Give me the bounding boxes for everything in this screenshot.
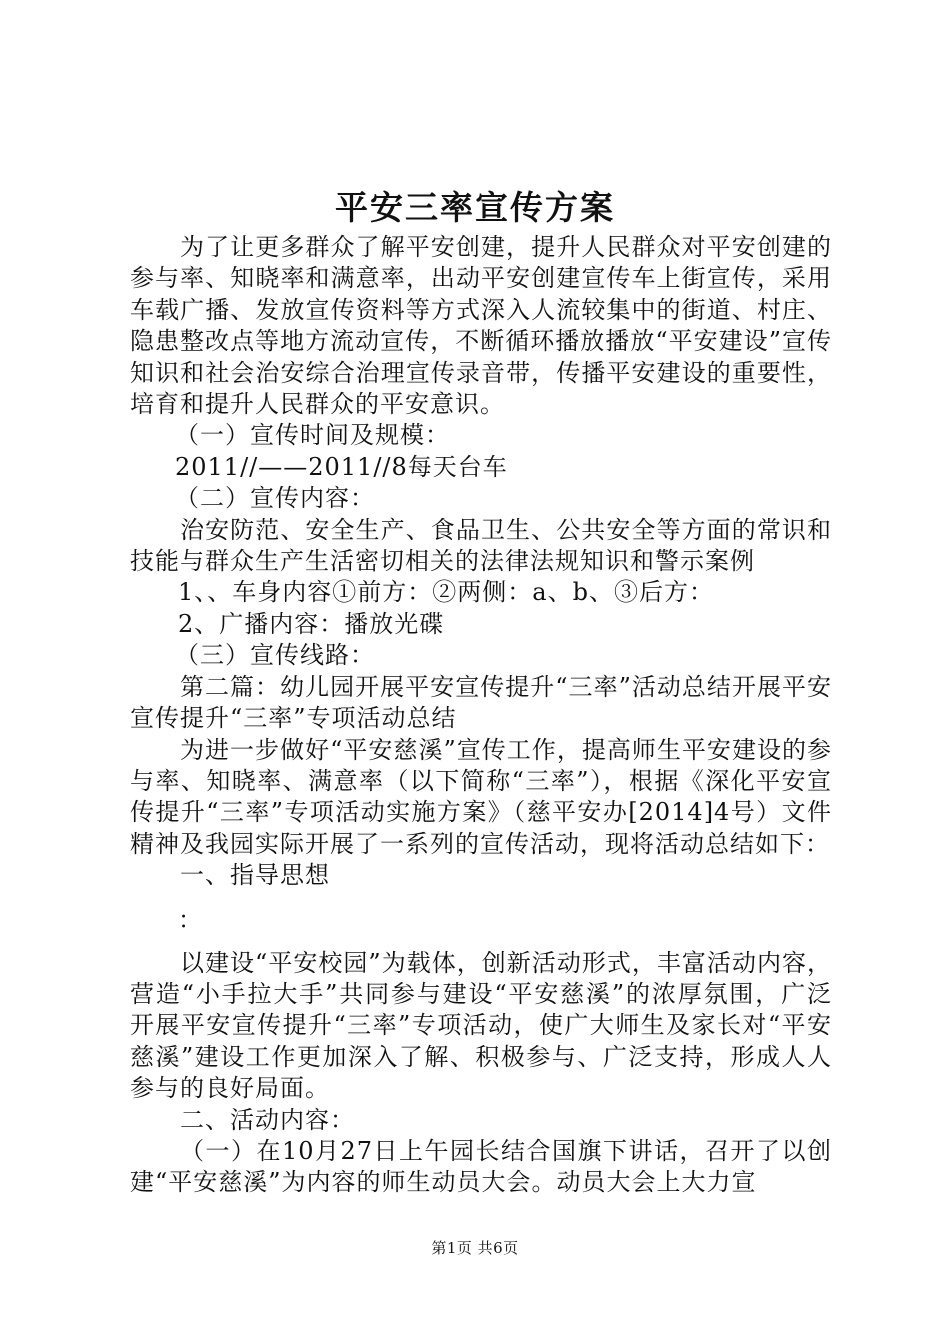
part-two-heading: 第二篇：幼儿园开展平安宣传提升“三率”活动总结开展平安宣传提升“三率”专项活动总结: [130, 672, 832, 733]
document-title: 平安三率宣传方案: [335, 188, 615, 227]
stray-colon: ：: [178, 905, 203, 934]
section-heading-time-scale: （一）宣传时间及规模：: [175, 421, 450, 450]
paragraph-part-two-intro: 为进一步做好“平安慈溪”宣传工作，提高师生平安建设的参与率、知晓率、满意率（以下简称“三率”），根据《深化平安宣传提升“三率”专项活动实施方案》（慈平安办[2014]4号）文件精神及我园实际开展了一系列的宣传活动，现将活动总结如下：: [130, 735, 832, 858]
section-heading-guiding-thought: 一、指导思想: [180, 861, 330, 890]
list-item-broadcast-content: 2、广播内容：播放光碟: [178, 609, 445, 638]
section-heading-route: （三）宣传线路：: [175, 641, 375, 670]
list-item-vehicle-content: 1、、车身内容①前方：②两侧：a、b、③后方：: [178, 578, 714, 607]
paragraph-intro: 为了让更多群众了解平安创建，提升人民群众对平安创建的参与率、知晓率和满意率，出动平安创建宣传车上街宣传，采用车载广播、发放宣传资料等方式深入人流较集中的街道、村庄、隐患整改点等地方流动宣传，不断循环播放播放“平安建设”宣传知识和社会治安综合治理宣传录音带，传播平安建设的重要性，培育和提升人民群众的平安意识。: [130, 233, 832, 419]
section-heading-content: （二）宣传内容：: [175, 484, 375, 513]
document-body: [130, 232, 832, 1199]
paragraph-activity-one: （一）在10月27日上午园长结合国旗下讲话，召开了以创建“平安慈溪”为内容的师生动员大会。动员大会上大力宣: [130, 1136, 832, 1197]
section-heading-activities: 二、活动内容：: [180, 1105, 355, 1134]
paragraph-schedule: 2011//——2011//8每天台车: [175, 452, 508, 481]
paragraph-guiding-thought: 以建设“平安校园”为载体，创新活动形式，丰富活动内容，营造“小手拉大手”共同参与建设“平安慈溪”的浓厚氛围，广泛开展平安宣传提升“三率”专项活动，使广大师生及家长对“平安慈溪”建设工作更加深入了解、积极参与、广泛支持，形成人人参与的良好局面。: [130, 948, 832, 1103]
paragraph-content-topics: 治安防范、安全生产、食品卫生、公共安全等方面的常识和技能与群众生产生活密切相关的法律法规知识和警示案例: [130, 515, 832, 576]
page-footer: 第1页 共6页: [431, 1239, 519, 1257]
